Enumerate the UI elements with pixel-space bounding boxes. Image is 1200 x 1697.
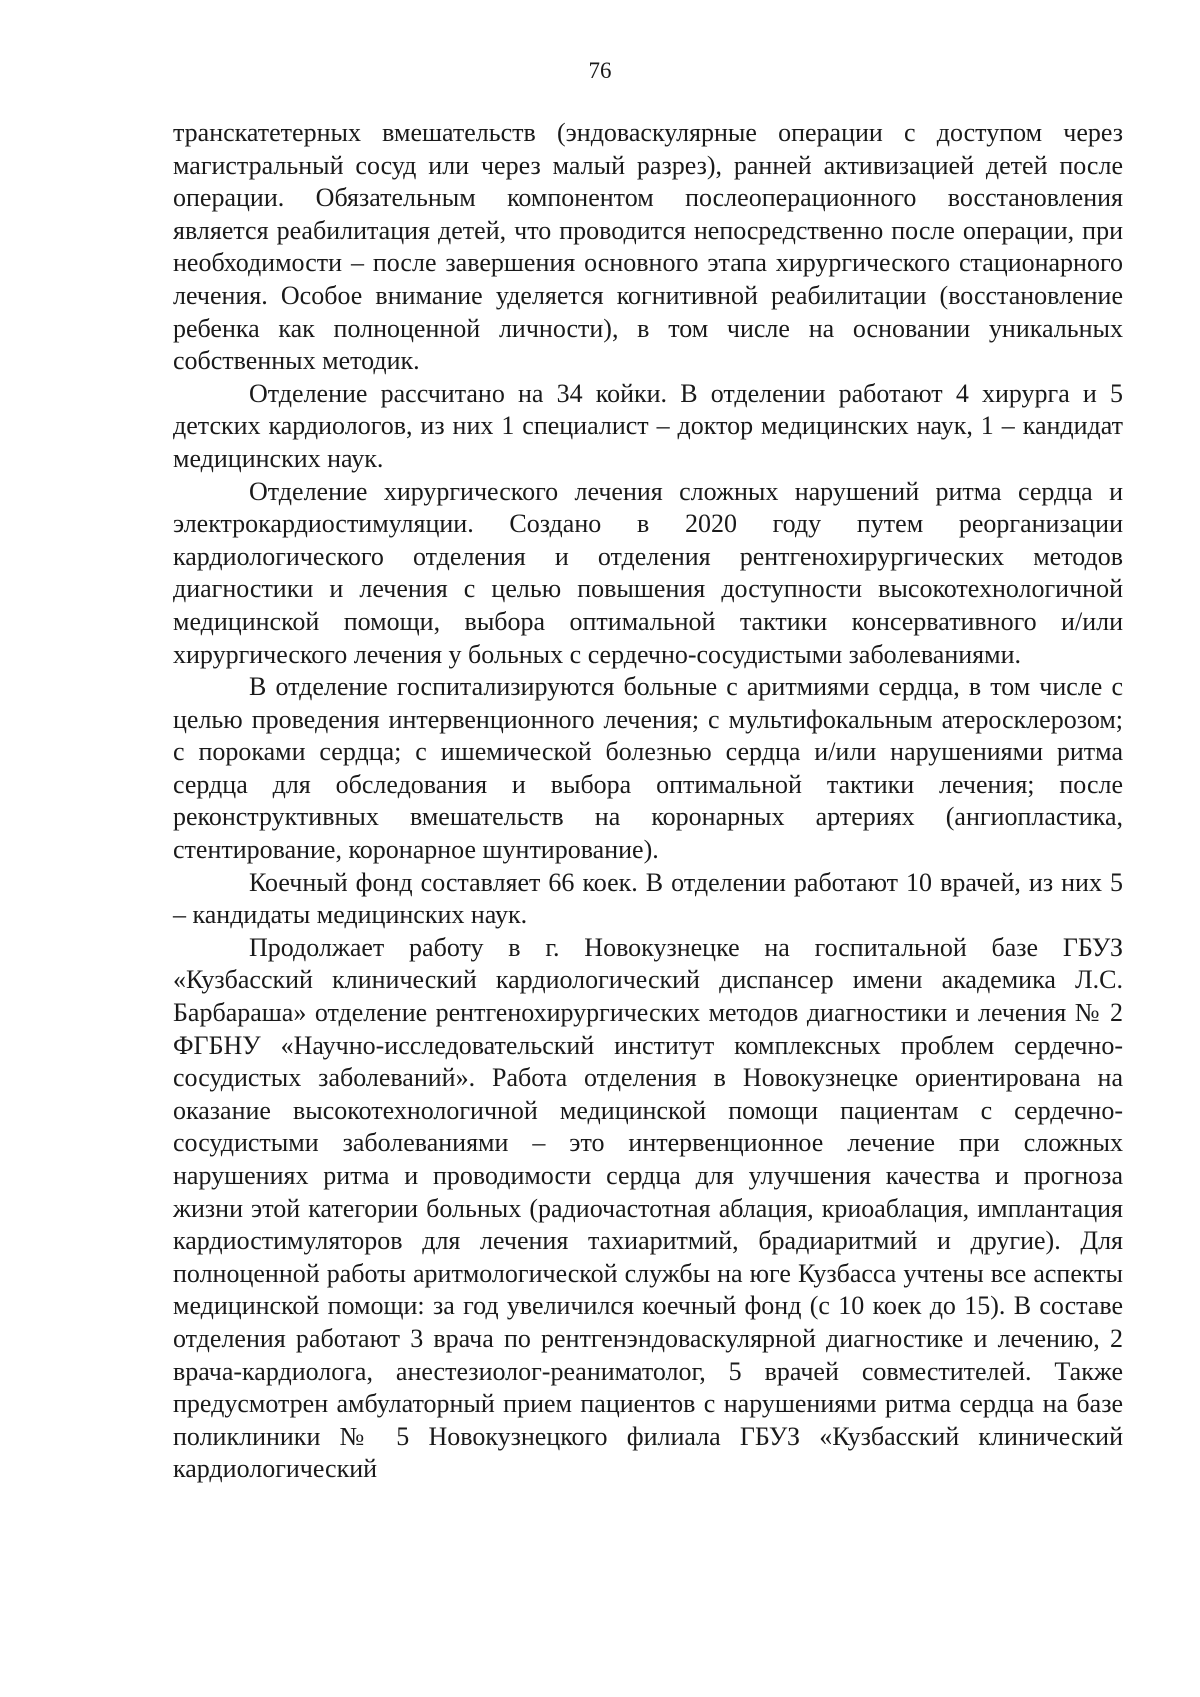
paragraph-bed-fund: Коечный фонд составляет 66 коек. В отделении работают 10 врачей, из них 5 – кандидаты медицинских наук.: [173, 867, 1123, 930]
paragraph-continuation: транскатетерных вмешательств (эндоваскулярные операции с доступом через магистральный сосуд или через малый разрез), ранней активизацией детей после операции. Обязательным компонентом послеоперационного восстановления является реабилитация детей, что проводится непосредственно после операции, при необходимости – после завершения основного этапа хирургического стационарного лечения. Особое внимание уделяется когнитивной реабилитации (восстановление ребенка как полноценной личности), в том числе на основании уникальных собственных методик.: [173, 118, 1123, 376]
paragraph-hospitalization: В отделение госпитализируются больные с аритмиями сердца, в том числе с целью проведения интервенционного лечения; с мультифокальным атеросклерозом; с пороками сердца; с ишемической болезнью сердца и/или нарушениями ритма сердца для обследования и выбора оптимальной тактики лечения; после реконструктивных вмешательств на коронарных артериях (ангиопластика, стентирование, коронарное шунтирование).: [173, 672, 1123, 865]
paragraph-beds-staff: Отделение рассчитано на 34 койки. В отделении работают 4 хирурга и 5 детских кардиологов, из них 1 специалист – доктор медицинских наук, 1 – кандидат медицинских наук.: [173, 378, 1123, 473]
paragraph-arrhythmia-department: Отделение хирургического лечения сложных нарушений ритма сердца и электрокардиостимуляции. Создано в 2020 году путем реорганизации кардиологического отделения и отделения рентгенохирургических методов диагностики и лечения с целью повышения доступности высокотехнологичной медицинской помощи, выбора оптимальной тактики консервативного и/или хирургического лечения у больных с сердечно-сосудистыми заболеваниями.: [173, 476, 1123, 669]
page-number: 76: [588, 58, 612, 83]
paragraph-novokuznetsk: Продолжает работу в г. Новокузнецке на госпитальной базе ГБУЗ «Кузбасский клинический кардиологический диспансер имени академика Л.С. Барбараша» отделение рентгенохирургических методов диагностики и лечения № 2 ФГБНУ «Научно-исследовательский институт комплексных проблем сердечно-сосудистых заболеваний». Работа отделения в Новокузнецке ориентирована на оказание высокотехнологичной медицинской помощи пациентам с сердечно-сосудистыми заболеваниями – это интервенционное лечение при сложных нарушениях ритма и проводимости сердца для улучшения качества и прогноза жизни этой категории больных (радиочастотная аблация, криоаблация, имплантация кардиостимуляторов для лечения тахиаритмий, брадиаритмий и другие). Для полноценной работы аритмологической службы на юге Кузбасса учтены все аспекты медицинской помощи: за год увеличился коечный фонд (с 10 коек до 15). В составе отделения работают 3 врача по рентгенэндоваскулярной диагностике и лечению, 2 врача-кардиолога, анестезиолог-реаниматолог, 5 врачей совместителей. Также предусмотрен амбулаторный прием пациентов с нарушениями ритма сердца на базе поликлиники № 5 Новокузнецкого филиала ГБУЗ «Кузбасский клинический кардиологический: [173, 932, 1123, 1484]
body-text: [173, 117, 1123, 1486]
